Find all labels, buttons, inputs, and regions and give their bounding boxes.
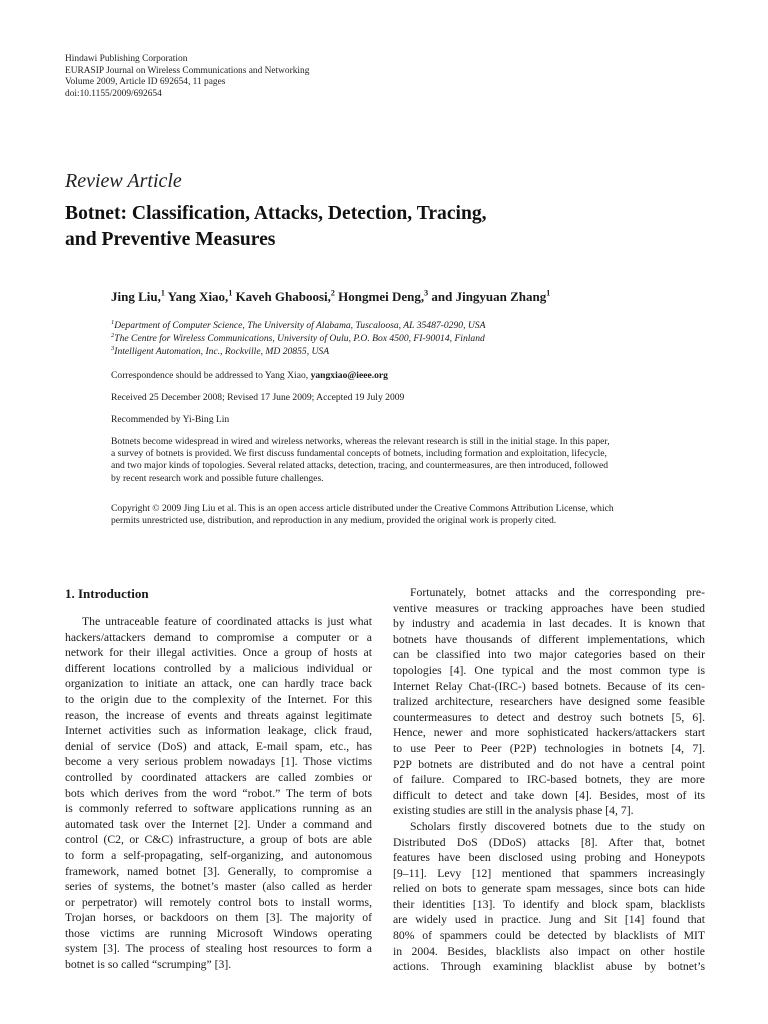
body-text-line: or perpetrator) will remotely control bots to install worms, [65,895,372,909]
body-text-line: features have been disclosed using probing and Honeypots [393,851,705,865]
title-line: Botnet: Classification, Attacks, Detection, Tracing, [65,203,487,224]
body-text-line: Fortunately, botnet attacks and the corresponding pre- [410,586,705,599]
body-text-line: relied on bots to generate spam messages, since bots can hide [393,882,705,896]
copyright-line: Copyright © 2009 Jing Liu et al. This is an open access article distributed under the Creative Commons Attribution License, which [111,503,614,514]
body-text-line: their identities [13]. To identify and block spam, blacklists [393,897,705,911]
affiliation-text: Intelligent Automation, Inc., Rockville, MD 20855, USA [114,346,330,357]
affiliation [111,345,485,358]
article-type: Review Article [65,170,182,192]
affiliation-mark: 2 [111,331,115,339]
body-text-line: ventive measures or tracking approaches have been studied [393,601,705,615]
correspondence-text: Correspondence should be addressed to Yang Xiao, [111,370,311,381]
body-text-line: in 2004. Besides, blacklists also impact on other hostile [393,944,705,958]
body-text-line: can be classified into two major categories based on their [393,648,705,662]
body-text-line: Trojan horses, or backdoors on them [3]. The majority of [65,911,372,925]
author-list [111,289,550,305]
body-text-line: reason, the increase of events and threats against legitimate [65,708,372,722]
author-affiliation-mark: 1 [546,288,551,298]
body-text-line: is commonly referred to software applications running as an [65,802,372,816]
affiliation [111,319,485,332]
body-text-line: denial of service (DoS) and attack, E-mail spam, etc., has [65,739,372,753]
body-text-line: tralized architecture, researchers have designed some feasible [393,695,705,709]
body-text-line: system [3]. The process of stealing host resources to form a [65,942,372,956]
body-text-line: P2P botnets are distributed and do not have a central point [393,757,705,771]
body-text-line: control (C2, or C&C) infrastructure, a group of bots are able [65,833,372,847]
author-name: Jing Liu, [111,289,161,304]
affiliation-mark: 1 [111,318,115,326]
body-text-line: by industry and academia in last decades. It is known that [393,617,705,631]
body-text-line: botnet is so called “scrumping” [3]. [65,958,232,972]
body-text-line: Scholars firstly discovered botnets due to the study on [410,819,705,833]
paper-title [65,201,685,253]
author-affiliation-mark: 3 [424,288,429,298]
author-name: Kaveh Ghaboosi, [232,289,331,304]
body-text-line: to form a self-propagating, self-organizing, and autonomous [65,848,372,862]
body-text-line: existing studies are still in the analysis phase [4, 7]. [393,804,634,818]
body-text-line: Internet Relay Chat-(IRC-) based botnets. Because of its cen- [393,679,705,693]
body-text-line: 80% of spammers could be detected by blacklists of MIT [393,929,705,943]
copyright-line: permits unrestricted use, distribution, and reproduction in any medium, provided the original work is properly cited. [111,515,557,527]
affiliation-text: The Centre for Wireless Communications, University of Oulu, P.O. Box 4500, FI-90014, Finland [114,333,485,344]
abstract [111,436,705,485]
recommended-line: Recommended by Yi-Bing Lin [111,414,230,425]
body-text-line: Distributed DoS (DDoS) attacks [8]. After that, botnet [393,835,705,849]
body-text-line: framework, named botnet [3]. Generally, to compromise a [65,864,372,878]
title-line: and Preventive Measures [65,229,276,250]
body-text-line: of failure. Compared to IRC-based botnets, they are more [393,773,705,787]
body-text-line: series of systems, the botnet’s master (also called as herder [65,880,372,894]
author-name: Hongmei Deng, [334,289,425,304]
body-text-line: topologies [4]. One typical and the most common type is [393,663,705,677]
abstract-line: by recent research work and possible future challenges. [111,472,324,484]
left-column [65,614,372,973]
right-column [393,585,705,975]
section-heading: 1. Introduction [65,586,149,601]
author-affiliation-mark: 2 [330,288,335,298]
body-text-line: different locations controlled by a malicious individual or [65,661,372,675]
body-text-line: The untraceable feature of coordinated attacks is just what [82,615,372,628]
body-text-line: controlled by coordinated attackers are called zombies or [65,770,372,784]
affiliation-mark: 3 [111,344,115,352]
affiliation-list [111,319,485,358]
correspondence-line [111,370,388,381]
body-text-line: bots which derives from the word “robot.” The term of bots [65,786,372,800]
abstract-line: Botnets become widespread in wired and wireless networks, whereas the relevant research is still in the initial stage. In this paper, [111,436,610,447]
abstract-line: a survey of botnets is provided. We first discuss fundamental concepts of botnets, including formation and exploitation, lifecycle, [111,448,607,460]
body-text-line: automated task over the Internet [2]. Under a command and [65,817,372,831]
copyright-notice [111,503,705,527]
body-text-line: are widely used in practice. Jung and Sit [14] found that [393,913,705,927]
dates-line: Received 25 December 2008; Revised 17 June 2009; Accepted 19 July 2009 [111,392,405,403]
body-text-line: to the origin due to the complexity of the Internet. For this [65,692,372,706]
body-text-line: Internet activities such as information leakage, click fraud, [65,724,372,738]
body-text-line: countermeasures to detect and destroy such botnets [5, 6]. [393,710,705,724]
body-text-line: those victims are running Microsoft Windows operating [65,926,372,940]
body-text-line: actions. Through examining blacklist abuse by botnet’s [393,960,705,974]
body-text-line: Hence, newer and more sophisticated hackers/attackers start [393,726,705,740]
correspondence-email[interactable]: yangxiao@ieee.org [310,370,388,381]
author-name: and Jingyuan Zhang [428,289,547,304]
journal-header [65,54,309,100]
body-text-line: network for their illegal activities. Once a group of hosts at [65,646,372,660]
journal-name-line: EURASIP Journal on Wireless Communications and Networking [65,65,310,76]
author-affiliation-mark: 1 [228,288,233,298]
body-text-line: difficult to detect and take down [4]. Besides, most of its [393,788,705,802]
body-text-line: hackers/attackers demand to compromise a computer or a [65,630,372,644]
body-text-line: [9–11]. Levy [12] mentioned that spammers increasingly [393,866,705,880]
affiliation-text: Department of Computer Science, The University of Alabama, Tuscaloosa, AL 35487-0290, USA [114,320,486,331]
abstract-line: and two major kinds of topologies. Several related attacks, detection, tracing, and countermeasures, are then introduced, followed [111,460,609,472]
body-text-line: botnets have thousands of different implementations, which [393,632,705,646]
affiliation [111,332,485,345]
doi-line: doi:10.1155/2009/692654 [65,88,162,99]
author-name: Yang Xiao, [164,289,229,304]
publisher-line: Hindawi Publishing Corporation [65,54,188,64]
volume-line: Volume 2009, Article ID 692654, 11 pages [65,77,226,88]
body-text-line: organization to initiate an attack, one can hardly trace back [65,677,372,691]
body-text-line: to use Peer to Peer (P2P) technologies in botnets [4, 7]. [393,741,705,755]
author-affiliation-mark: 1 [160,288,165,298]
body-text-line: become a very serious problem nowadays [1]. Those victims [65,755,372,769]
